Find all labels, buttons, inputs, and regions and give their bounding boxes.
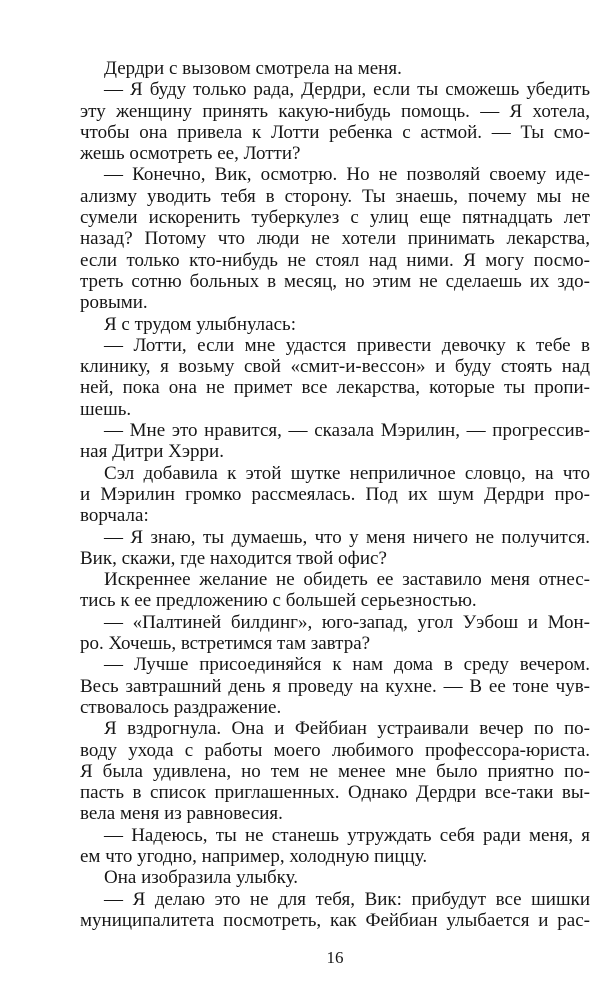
page-number: 16 xyxy=(326,948,344,967)
text-line: Весь завтрашний день я проведу на кухне. — В ее тоне чув- xyxy=(80,675,590,697)
page-text xyxy=(80,58,590,931)
paragraph xyxy=(80,164,590,313)
text-line: ровыми. xyxy=(80,292,148,314)
text-line: эту женщину принять какую-нибудь помощь. — Я хотела, xyxy=(80,100,590,122)
text-line: — Я буду только рада, Дердри, если ты сможешь убедить xyxy=(104,79,590,101)
text-line: пасть в список приглашенных. Однако Дердри все-таки вы- xyxy=(80,782,590,804)
text-line: Вик, скажи, где находится твой офис? xyxy=(80,547,387,569)
paragraph xyxy=(80,314,590,335)
text-line: ней, пока она не примет все лекарства, которые ты пропи- xyxy=(80,377,590,399)
text-line: если только кто-нибудь не стоял над ними. Я могу посмо- xyxy=(80,249,590,271)
paragraph xyxy=(80,825,590,868)
paragraph xyxy=(80,420,590,463)
text-line: — Мне это нравится, — сказала Мэрилин, — прогрессив- xyxy=(104,420,590,442)
text-line: треть сотню больных в месяц, но этим не сделаешь их здо- xyxy=(80,270,590,292)
paragraph xyxy=(80,889,590,932)
text-line: Я была удивлена, но тем не менее мне было приятно по- xyxy=(80,760,590,782)
text-line: ем что угодно, например, холодную пиццу. xyxy=(80,845,428,867)
paragraph xyxy=(80,527,590,570)
text-line: Искреннее желание не обидеть ее заставило меня отнес- xyxy=(104,569,590,591)
text-line: муниципалитета посмотреть, как Фейбиан улыбается и рас- xyxy=(80,909,590,931)
text-line: — Я делаю это не для тебя, Вик: прибудут все шишки xyxy=(104,888,590,910)
text-line: ная Дитри Хэрри. xyxy=(80,441,224,463)
text-line: ро. Хочешь, встретимся там завтра? xyxy=(80,633,371,655)
text-line: — «Палтиней билдинг», юго-запад, угол Уэбош и Мон- xyxy=(104,611,590,633)
text-line: — Я знаю, ты думаешь, что у меня ничего не получится. xyxy=(104,526,590,548)
text-line: Дердри с вызовом смотрела на меня. xyxy=(104,58,402,79)
paragraph xyxy=(80,654,590,718)
text-line: шешь. xyxy=(80,398,132,420)
text-line: ализму уводить тебя в сторону. Ты знаешь, почему мы не xyxy=(80,185,590,207)
text-line: сумели искоренить туберкулез с улиц еще пятнадцать лет xyxy=(80,207,590,229)
text-line: ворчала: xyxy=(80,505,149,527)
text-line: ствовалось раздражение. xyxy=(80,696,282,718)
text-line: воду ухода с работы моего любимого профессора-юриста. xyxy=(80,739,590,761)
paragraph xyxy=(80,569,590,612)
text-line: чтобы она привела к Лотти ребенка с астмой. — Ты смо- xyxy=(80,121,590,143)
text-line: — Лучше присоединяйся к нам дома в среду вечером. xyxy=(104,654,590,676)
paragraph xyxy=(80,79,590,164)
paragraph xyxy=(80,58,590,79)
text-line: Я вздрогнула. Она и Фейбиан устраивали вечер по по- xyxy=(104,718,590,740)
paragraph xyxy=(80,718,590,824)
text-line: вела меня из равновесия. xyxy=(80,803,283,825)
text-line: Она изобразила улыбку. xyxy=(104,867,298,889)
text-line: — Конечно, Вик, осмотрю. Но не позволяй своему иде- xyxy=(104,164,590,186)
text-line: жешь осмотреть ее, Лотти? xyxy=(80,143,301,165)
paragraph xyxy=(80,612,590,655)
text-line: назад? Потому что люди не хотели принимать лекарства, xyxy=(80,228,590,250)
text-line: и Мэрилин громко рассмеялась. Под их шум Дердри про- xyxy=(80,483,590,505)
text-line: — Лотти, если мне удастся привести девочку к тебе в xyxy=(104,334,590,356)
text-line: клинику, я возьму свой «смит-и-вессон» и буду стоять над xyxy=(80,356,590,378)
paragraph xyxy=(80,335,590,420)
paragraph xyxy=(80,867,590,888)
paragraph xyxy=(80,463,590,527)
text-line: Я с трудом улыбнулась: xyxy=(104,313,296,335)
text-line: тись к ее предложению с большей серьезностью. xyxy=(80,590,477,612)
text-line: Сэл добавила к этой шутке неприличное словцо, на что xyxy=(104,462,590,484)
text-line: — Надеюсь, ты не станешь утруждать себя ради меня, я xyxy=(104,824,590,846)
